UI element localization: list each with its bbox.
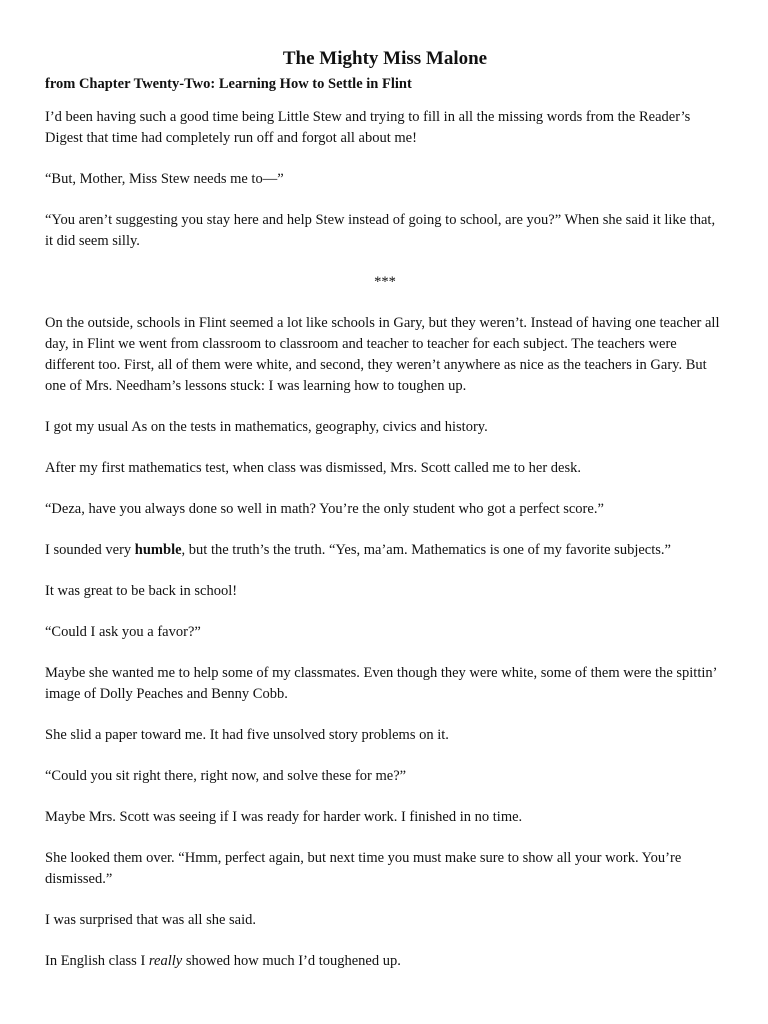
paragraph: “Deza, have you always done so well in math? You’re the only student who got a perfect score.”: [45, 501, 604, 517]
paragraph: “But, Mother, Miss Stew needs me to—”: [45, 171, 284, 187]
bold-word: humble: [134, 542, 182, 558]
paragraph: “You aren’t suggesting you stay here and help Stew instead of going to school, are you?” When she said it like that, it did seem silly.: [45, 212, 716, 249]
paragraph: I was surprised that was all she said.: [45, 912, 257, 928]
paragraph: On the outside, schools in Flint seemed a lot like schools in Gary, but they weren’t. Instead of having one teacher all day, in Flint we went from classroom to classroom and teacher to teacher for each subject. The teachers were different too. First, all of them were white, and second, they weren’t anywhere as nice as the teachers in Gary. But one of Mrs. Needham’s lessons stuck: I was learning how to toughen up.: [45, 315, 720, 394]
document-title: The Mighty Miss Malone: [282, 48, 488, 69]
italic-word: really: [148, 953, 183, 969]
paragraph: Maybe she wanted me to help some of my classmates. Even though they were white, some of them were the spittin’ image of Dolly Peaches and Benny Cobb.: [45, 665, 717, 702]
paragraph: Maybe Mrs. Scott was seeing if I was ready for harder work. I finished in no time.: [45, 809, 523, 825]
paragraph: She looked them over. “Hmm, perfect again, but next time you must make sure to show all your work. You’re dismissed.”: [45, 850, 682, 887]
paragraph: “Could I ask you a favor?”: [45, 624, 201, 640]
paragraph-text: , but the truth’s the truth. “Yes, ma’am. Mathematics is one of my favorite subjects.”: [181, 542, 671, 558]
paragraph-text: In English class I: [45, 953, 149, 969]
paragraph: She slid a paper toward me. It had five unsolved story problems on it.: [45, 727, 449, 743]
paragraph-text: I sounded very: [45, 542, 135, 558]
paragraph: I’d been having such a good time being Little Stew and trying to fill in all the missing words from the Reader’s Digest that time had completely run off and forgot all about me!: [45, 109, 691, 146]
paragraph: “Could you sit right there, right now, and solve these for me?”: [45, 768, 407, 784]
paragraph: [45, 951, 725, 972]
document-page: [45, 47, 725, 992]
paragraph-text: showed how much I’d toughened up.: [182, 953, 401, 969]
section-separator: ***: [374, 274, 396, 290]
paragraph: [45, 540, 725, 561]
paragraph: After my first mathematics test, when class was dismissed, Mrs. Scott called me to her desk.: [45, 460, 581, 476]
paragraph: It was great to be back in school!: [45, 583, 238, 599]
paragraph: I got my usual As on the tests in mathematics, geography, civics and history.: [45, 419, 488, 435]
chapter-subtitle: from Chapter Twenty-Two: Learning How to Settle in Flint: [45, 76, 412, 92]
